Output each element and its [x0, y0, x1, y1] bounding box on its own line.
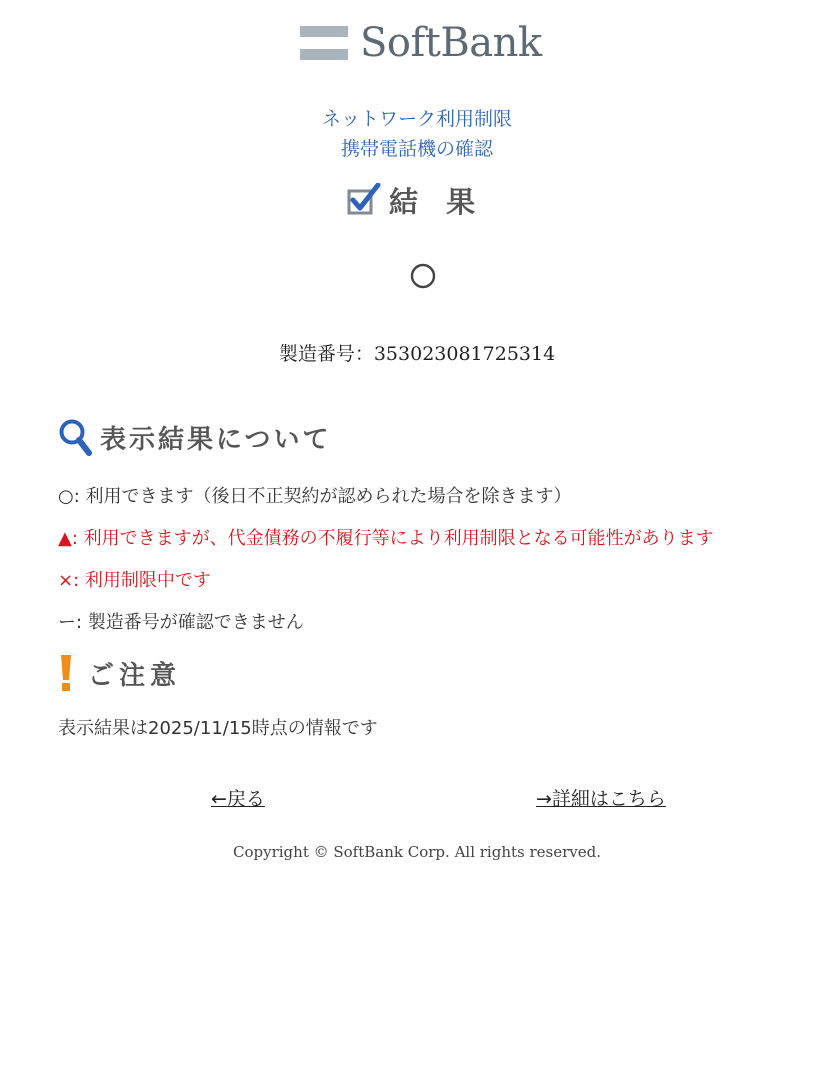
logo-bars-icon	[300, 26, 348, 60]
back-link[interactable]: ←戻る	[211, 788, 265, 810]
circle-ok-icon	[409, 262, 437, 290]
logo-text: SoftBank	[360, 20, 542, 66]
result-heading	[347, 180, 484, 220]
magnifier-icon	[58, 418, 92, 456]
softbank-logo	[300, 22, 550, 66]
legend-item-unknown: ー: 製造番号が確認できません	[58, 612, 304, 633]
exclamation-icon	[58, 654, 74, 692]
checkbox-checked-icon	[347, 183, 381, 217]
legend-item-available: ○: 利用できます（後日不正契約が認められた場合を除きます）	[58, 486, 572, 507]
details-link[interactable]: →詳細はこちら	[536, 788, 666, 810]
about-heading-text: 表示結果について	[100, 424, 332, 455]
serial-label: 製造番号：	[278, 343, 374, 365]
copyright-text: Copyright © SoftBank Corp. All rights reserved.	[233, 843, 601, 861]
caution-heading-text: ご注意	[88, 660, 182, 691]
legend-item-restricted: ×: 利用制限中です	[58, 570, 211, 591]
result-heading-text: 結 果	[389, 184, 485, 219]
caution-heading	[58, 654, 181, 692]
about-heading	[58, 418, 331, 456]
result-status	[409, 262, 437, 294]
page-subtitle-line1: ネットワーク利用制限	[321, 108, 512, 130]
legend-item-may-restrict: ▲: 利用できますが、代金債務の不履行等により利用制限となる可能性があります	[58, 528, 714, 549]
serial-value: 353023081725314	[373, 343, 556, 365]
serial-number	[0, 339, 834, 366]
info-date-notice: 表示結果は2025/11/15時点の情報です	[58, 718, 378, 739]
page-subtitle-line2: 携帯電話機の確認	[340, 138, 493, 160]
